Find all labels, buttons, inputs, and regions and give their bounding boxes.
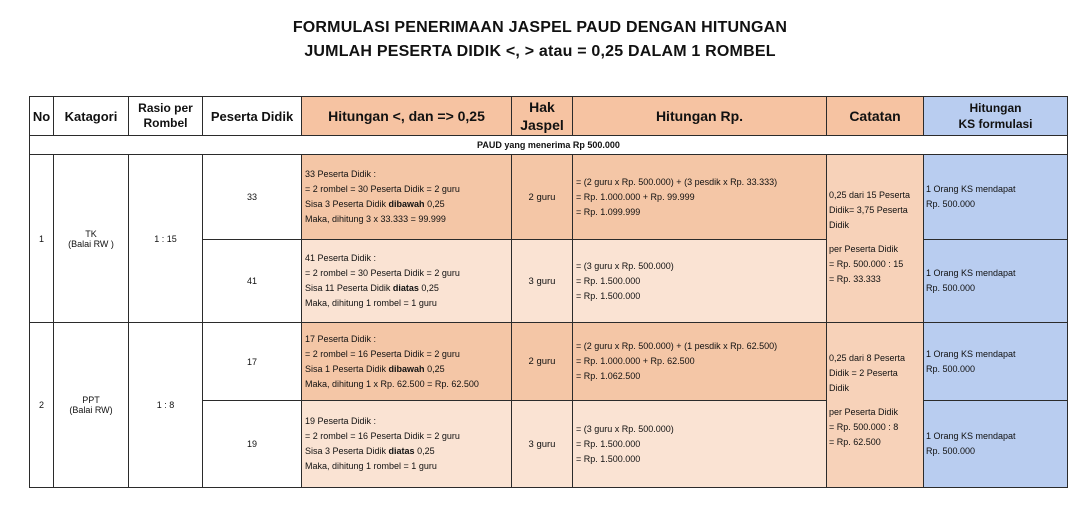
row-peserta: 41 — [203, 240, 302, 323]
rp-line: = Rp. 1.500.000 — [576, 275, 641, 286]
header-kategori: Katagori — [54, 97, 129, 136]
catatan-line: Didik — [829, 383, 850, 393]
ks-line: Rp. 500.000 — [926, 283, 976, 293]
hitungan-keyword: diatas — [392, 283, 419, 293]
header-peserta: Peserta Didik — [203, 97, 302, 136]
hitungan-text: 0,25 — [424, 199, 445, 209]
hitungan-line: = 2 rombel = 30 Peserta Didik = 2 guru — [305, 184, 460, 194]
catatan-line: per Peserta Didik — [829, 407, 899, 417]
catatan-line: 0,25 dari 8 Peserta — [829, 353, 906, 363]
kategori-detail: (Balai RW) — [69, 405, 113, 415]
row-hak-jaspel: 3 guru — [512, 401, 573, 488]
hitungan-text: 0,25 — [424, 363, 445, 374]
row-kategori — [54, 155, 129, 323]
hitungan-line: 41 Peserta Didik : — [305, 253, 377, 263]
row-no: 2 — [30, 323, 54, 488]
catatan-line: = Rp. 500.000 : 8 — [829, 422, 899, 432]
row-hitungan — [302, 240, 512, 323]
hitungan-text: 0,25 — [418, 283, 439, 293]
header-rasio-line-1: Rasio per — [138, 101, 193, 115]
row-hitungan-rp — [573, 401, 827, 488]
rp-line: = (3 guru x Rp. 500.000) — [576, 260, 674, 271]
hitungan-line: Maka, dihitung 1 rombel = 1 guru — [305, 298, 437, 308]
row-ks — [924, 155, 1068, 240]
hitungan-text: Sisa 3 Peserta Didik — [305, 199, 389, 209]
row-hak-jaspel: 2 guru — [512, 323, 573, 401]
row-ks — [924, 401, 1068, 488]
row-peserta: 33 — [203, 155, 302, 240]
catatan-line: = Rp. 500.000 : 15 — [829, 259, 904, 269]
rp-line: = Rp. 1.000.000 + Rp. 62.500 — [576, 356, 695, 366]
row-peserta: 17 — [203, 323, 302, 401]
catatan-line: = Rp. 62.500 — [829, 437, 881, 447]
hitungan-line — [305, 281, 508, 296]
kategori-name: PPT — [82, 395, 100, 405]
ks-line: 1 Orang KS mendapat — [926, 431, 1016, 441]
header-ks-line-2: KS formulasi — [958, 117, 1033, 131]
ks-line: 1 Orang KS mendapat — [926, 184, 1016, 194]
row-rasio: 1 : 15 — [129, 155, 203, 323]
hitungan-line — [305, 362, 508, 377]
row-hak-jaspel: 3 guru — [512, 240, 573, 323]
row-ks — [924, 323, 1068, 401]
hitungan-line: = 2 rombel = 16 Peserta Didik = 2 guru — [305, 431, 460, 441]
ks-line: Rp. 500.000 — [926, 363, 976, 374]
ks-line: Rp. 500.000 — [926, 446, 976, 456]
catatan-line: Didik= 3,75 Peserta — [829, 205, 908, 215]
table-row — [30, 155, 1068, 240]
ks-line: 1 Orang KS mendapat — [926, 268, 1016, 278]
hitungan-line: 33 Peserta Didik : — [305, 169, 377, 179]
row-hitungan — [302, 401, 512, 488]
hitungan-line: = 2 rombel = 16 Peserta Didik = 2 guru — [305, 348, 460, 359]
document-title-line-2: JUMLAH PESERTA DIDIK <, > atau = 0,25 DALAM 1 ROMBEL — [304, 43, 776, 60]
header-ks-line-1: Hitungan — [969, 101, 1022, 115]
row-hitungan — [302, 323, 512, 401]
hitungan-keyword: dibawah — [388, 363, 425, 374]
hitungan-text: Sisa 3 Peserta Didik — [305, 446, 389, 456]
rp-line: = Rp. 1.062.500 — [576, 371, 641, 381]
rp-line: = (2 guru x Rp. 500.000) + (3 pesdik x Rp. 33.333) — [576, 176, 778, 187]
header-catatan: Catatan — [827, 97, 924, 136]
row-hak-jaspel: 2 guru — [512, 155, 573, 240]
jaspel-table — [29, 96, 1068, 488]
row-ks — [924, 240, 1068, 323]
header-ks-formulasi — [924, 97, 1068, 136]
rp-line: = (3 guru x Rp. 500.000) — [576, 423, 674, 434]
rp-line: = (2 guru x Rp. 500.000) + (1 pesdik x Rp. 62.500) — [576, 341, 778, 351]
hitungan-text: Sisa 11 Peserta Didik — [305, 283, 393, 293]
header-hak-jaspel — [512, 97, 573, 136]
row-catatan — [827, 155, 924, 323]
row-hitungan — [302, 155, 512, 240]
rp-line: = Rp. 1.000.000 + Rp. 99.999 — [576, 191, 695, 202]
row-hitungan-rp — [573, 240, 827, 323]
header-no: No — [30, 97, 54, 136]
hitungan-line: 17 Peserta Didik : — [305, 333, 377, 344]
kategori-detail: (Balai RW ) — [68, 238, 114, 249]
row-peserta: 19 — [203, 401, 302, 488]
header-rasio-line-2: Rombel — [143, 116, 188, 130]
header-row — [30, 97, 1068, 136]
hitungan-line: Maka, dihitung 3 x 33.333 = 99.999 — [305, 214, 446, 224]
hitungan-keyword: dibawah — [388, 199, 425, 209]
row-catatan — [827, 323, 924, 488]
hitungan-line — [305, 197, 508, 212]
row-hitungan-rp — [573, 155, 827, 240]
table-row — [30, 323, 1068, 401]
header-hak-line-2: Jaspel — [520, 117, 564, 133]
hitungan-line: Maka, dihitung 1 x Rp. 62.500 = Rp. 62.500 — [305, 378, 479, 389]
header-rasio — [129, 97, 203, 136]
header-hitungan-rp: Hitungan Rp. — [573, 97, 827, 136]
catatan-line: Didik — [829, 220, 850, 230]
header-hitungan: Hitungan <, dan => 0,25 — [302, 97, 512, 136]
ks-line: Rp. 500.000 — [926, 199, 976, 209]
catatan-line: 0,25 dari 15 Peserta — [829, 190, 911, 200]
catatan-line: = Rp. 33.333 — [829, 274, 881, 284]
header-hak-line-1: Hak — [529, 99, 555, 115]
catatan-line: per Peserta Didik — [829, 244, 899, 254]
rp-line: = Rp. 1.099.999 — [576, 206, 641, 217]
row-hitungan-rp — [573, 323, 827, 401]
hitungan-keyword: diatas — [388, 446, 415, 456]
rp-line: = Rp. 1.500.000 — [576, 290, 641, 301]
hitungan-line: Maka, dihitung 1 rombel = 1 guru — [305, 461, 437, 471]
subheader-row — [30, 136, 1068, 155]
catatan-line: Didik = 2 Peserta — [829, 368, 898, 378]
kategori-name: TK — [85, 228, 97, 239]
subheader-paud: PAUD yang menerima Rp 500.000 — [30, 136, 1068, 155]
hitungan-line: 19 Peserta Didik : — [305, 416, 377, 426]
row-kategori — [54, 323, 129, 488]
row-no: 1 — [30, 155, 54, 323]
row-rasio: 1 : 8 — [129, 323, 203, 488]
document-title-line-1: FORMULASI PENERIMAAN JASPEL PAUD DENGAN HITUNGAN — [292, 19, 788, 36]
hitungan-line — [305, 444, 508, 459]
ks-line: 1 Orang KS mendapat — [926, 348, 1016, 359]
hitungan-text: Sisa 1 Peserta Didik — [305, 363, 389, 374]
hitungan-text: 0,25 — [414, 446, 435, 456]
rp-line: = Rp. 1.500.000 — [576, 438, 641, 449]
hitungan-line: = 2 rombel = 30 Peserta Didik = 2 guru — [305, 268, 460, 278]
rp-line: = Rp. 1.500.000 — [576, 453, 641, 464]
